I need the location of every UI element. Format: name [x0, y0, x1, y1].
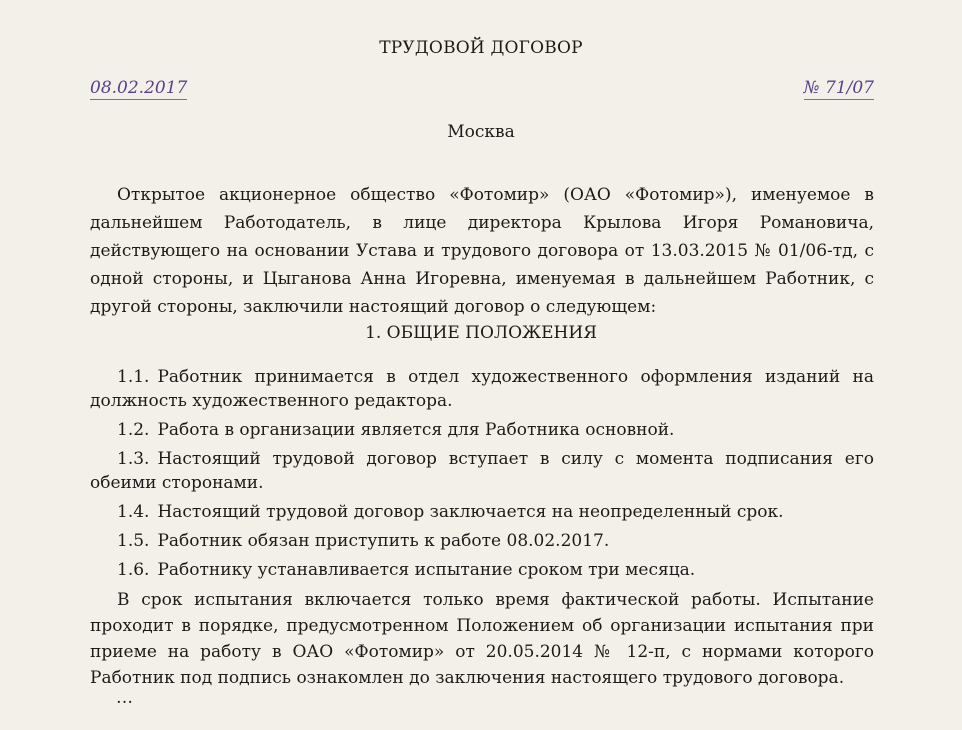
probation-paragraph: В срок испытания включается только время фактической работы. Испытание проходит в порядке, предусмотренном Положением об организации испытания при приеме на работу в ОАО «Фотомир» от 20.05.2014 № 12-п, с нормами которого Работник под подпись ознакомлен до заключения настоящего трудового договора. — [90, 590, 874, 688]
item-number: 1.4. — [117, 502, 150, 522]
ellipsis: … — [116, 688, 133, 708]
general-provisions-list — [90, 365, 874, 696]
item-text: Работнику устанавливается испытание сроком три месяца. — [157, 560, 696, 580]
list-item — [90, 558, 874, 582]
list-item — [90, 529, 874, 553]
list-item — [90, 418, 874, 442]
list-item — [90, 500, 874, 524]
contract-date: 08.02.2017 — [90, 78, 188, 98]
item-text: Работа в организации является для Работника основной. — [157, 420, 675, 440]
item-number: 1.2. — [117, 420, 150, 440]
contract-intro: Открытое акционерное общество «Фотомир» (ОАО «Фотомир»), именуемое в дальнейшем Работодатель, в лице директора Крылова Игоря Романовича, действующего на основании Устава и трудового договора от 13.03.2015 № 01/06-тд, с одной стороны, и Цыганова Анна Игоревна, именуемая в дальнейшем Работник, с другой стороны, заключили настоящий договор о следующем: — [90, 185, 874, 317]
item-number: 1.1. — [117, 367, 150, 387]
list-item — [90, 365, 874, 413]
item-number: 1.6. — [117, 560, 150, 580]
item-number: 1.3. — [117, 449, 150, 469]
item-text: Настоящий трудовой договор заключается на неопределенный срок. — [157, 502, 784, 522]
list-item — [90, 447, 874, 495]
document-meta-line — [90, 78, 874, 102]
contract-number: № 71/07 — [803, 78, 874, 98]
section-title: 1. ОБЩИЕ ПОЛОЖЕНИЯ — [365, 323, 597, 343]
item-text: Работник обязан приступить к работе 08.02.2017. — [157, 531, 610, 551]
contract-city: Москва — [447, 122, 515, 142]
item-text: Работник принимается в отдел художественного оформления изданий на должность художественного редактора. — [90, 367, 874, 411]
item-text: Настоящий трудовой договор вступает в силу с момента подписания его обеими сторонами. — [90, 449, 874, 493]
item-number: 1.5. — [117, 531, 150, 551]
document-title: ТРУДОВОЙ ДОГОВОР — [379, 38, 583, 58]
